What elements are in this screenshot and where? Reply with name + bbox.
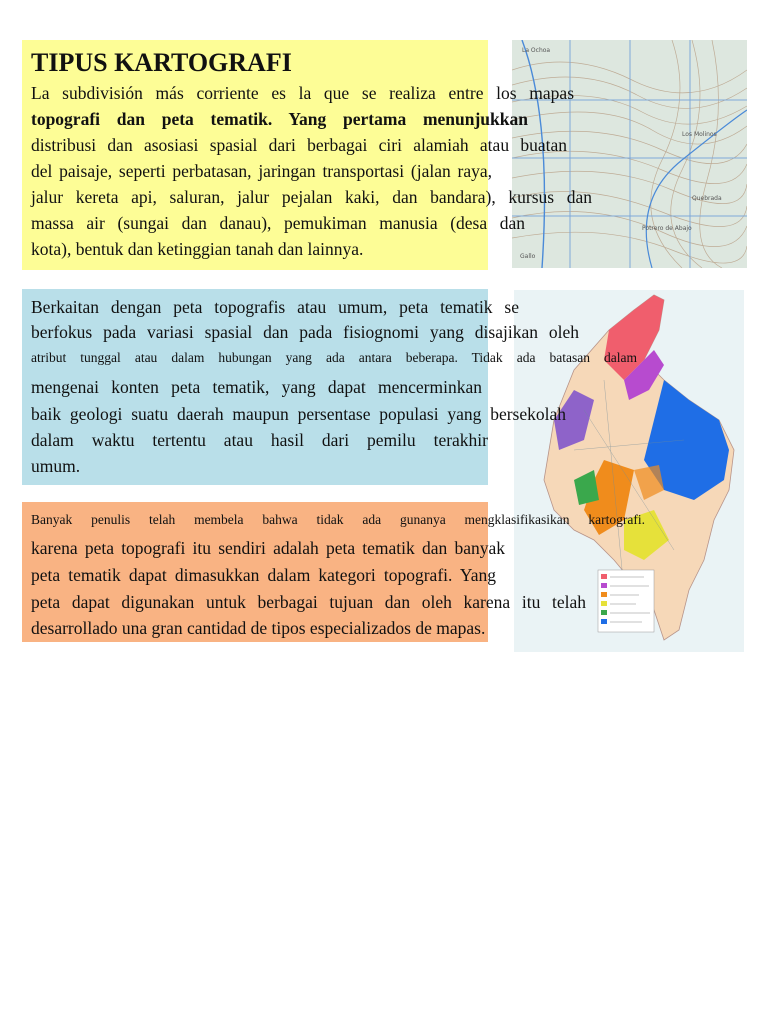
- paragraph-line: berfokus pada variasi spasial dan pada fisiognomi yang disajikan oleh: [31, 322, 579, 342]
- paragraph-line: peta tematik dapat dimasukkan dalam kategori topografi. Yang: [31, 565, 496, 585]
- paragraph-line: baik geologi suatu daerah maupun persentase populasi yang bersekolah: [31, 404, 566, 424]
- paragraph-line: Banyak penulis telah membela bahwa tidak ada gunanya mengklasifikasikan kartografi.: [31, 512, 645, 527]
- svg-text:Quebrada: Quebrada: [692, 195, 722, 202]
- paragraph-line: karena peta topografi itu sendiri adalah peta tematik dan banyak: [31, 538, 505, 558]
- paragraph-line: La subdivisión más corriente es la que se realiza entre los mapas: [31, 83, 574, 103]
- svg-text:Los Molinos: Los Molinos: [682, 131, 717, 138]
- paragraph-line: desarrollado una gran cantidad de tipos especializados de mapas.: [31, 618, 486, 638]
- paragraph-line: atribut tunggal atau dalam hubungan yang ada antara beberapa. Tidak ada batasan dalam: [31, 350, 637, 365]
- paragraph-line: massa air (sungai dan danau), pemukiman manusia (desa dan: [31, 213, 525, 233]
- page-title: TIPUS KARTOGRAFI: [31, 48, 292, 77]
- paragraph-line: topografi dan peta tematik. Yang pertama menunjukkan: [31, 109, 528, 129]
- paragraph-line: del paisaje, seperti perbatasan, jaringan transportasi (jalan raya,: [31, 161, 492, 181]
- paragraph-line: peta dapat digunakan untuk berbagai tujuan dan oleh karena itu telah: [31, 592, 586, 612]
- svg-text:Potrero de Abajo: Potrero de Abajo: [642, 225, 692, 232]
- svg-text:La Ochoa: La Ochoa: [522, 47, 551, 54]
- paragraph-line: Berkaitan dengan peta topografis atau umum, peta tematik se: [31, 297, 519, 317]
- paragraph-line: distribusi dan asosiasi spasial dari berbagai ciri alamiah atau buatan: [31, 135, 567, 155]
- paragraph-line: umum.: [31, 456, 81, 476]
- paragraph-line: kota), bentuk dan ketinggian tanah dan lainnya.: [31, 239, 364, 259]
- paragraph-line: dalam waktu tertentu atau hasil dari pemilu terakhir: [31, 430, 488, 450]
- paragraph-line: mengenai konten peta tematik, yang dapat mencerminkan: [31, 377, 482, 397]
- svg-text:Gallo: Gallo: [520, 253, 536, 260]
- paragraph-line: jalur kereta api, saluran, jalur pejalan kaki, dan bandara), kursus dan: [31, 187, 592, 207]
